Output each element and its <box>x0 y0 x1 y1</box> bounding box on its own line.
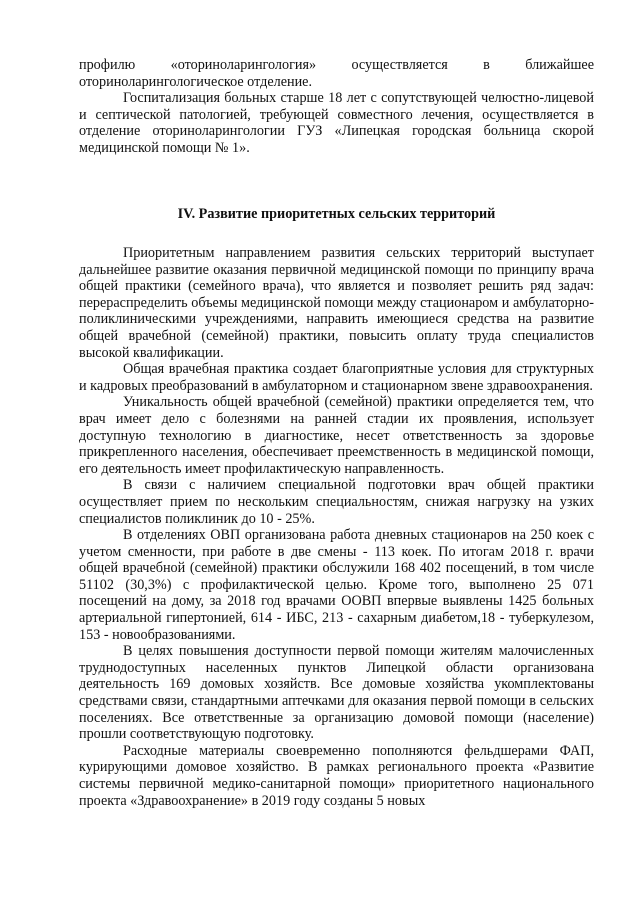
paragraph-statistics: В отделениях ОВП организована работа дневных стационаров на 250 коек с учетом сменности, при работе в две смены - 113 коек. По итогам 2018 г. врачи общей врачебной (семейной) практики обслужили 168 402 посещений, в том числе 51102 (30,3%) с профилактической целью. Кроме того, выполнено 25 071 посещений на дому, за 2018 год врачами ООВП впервые выявлены 1425 больных артериальной гипертонией, 614 - ИБС, 213 - сахарным диабетом,18 - туберкулезом, 153 - новообразованиями. <box>79 527 594 643</box>
paragraph-home-households: В целях повышения доступности первой помощи жителям малочисленных труднодоступных населенных пунктов Липецкой области организована деятельность 169 домовых хозяйств. Все домовые хозяйства укомплектованы средствами связи, стандартными аптечками для оказания первой помощи в сельских поселениях. Все ответственные за организацию домовой помощи (население) прошли соответствующую подготовку. <box>79 643 594 743</box>
paragraph-referral: профилю «оториноларингология» осуществляется в ближайшее оториноларингологическое отделение. <box>79 57 594 90</box>
paragraph-general-practice: Общая врачебная практика создает благоприятные условия для структурных и кадровых преобразований в амбулаторном и стационарном звене здравоохранения. <box>79 361 594 394</box>
paragraph-hospitalization: Госпитализация больных старше 18 лет с сопутствующей челюстно-лицевой и септической патологией, требующей совместного лечения, осуществляется в отделение оториноларингологии ГУЗ «Липецкая городская больница скорой медицинской помощи № 1». <box>79 90 594 156</box>
paragraph-specialists: В связи с наличием специальной подготовки врач общей практики осуществляет прием по нескольким специальностям, снижая нагрузку на узких специалистов поликлиник до 10 - 25%. <box>79 477 594 527</box>
paragraph-priority: Приоритетным направлением развития сельских территорий выступает дальнейшее развитие оказания первичной медицинской помощи по принципу врача общей практики (семейного врача), что является и позволяет решить ряд задач: перераспределить объемы медицинской помощи между стационаром и амбулаторно-поликлиническими учреждениями, направить имеющиеся средства на развитие общей врачебной (семейной) практики, повысить оплату труда специалистов высокой квалификации. <box>79 245 594 361</box>
paragraph-uniqueness: Уникальность общей врачебной (семейной) практики определяется тем, что врач имеет дело с болезнями на ранней стадии их проявления, использует доступную технологию в диагностике, несет ответственность за здоровье прикрепленного населения, обеспечивает преемственность в медицинской помощи, его деятельность имеет профилактическую направленность. <box>79 394 594 477</box>
intro-text-block <box>79 57 594 157</box>
section-body <box>79 245 594 809</box>
section-title: IV. Развитие приоритетных сельских территорий <box>177 206 496 222</box>
paragraph-supplies: Расходные материалы своевременно пополняются фельдшерами ФАП, курирующими домовое хозяйство. В рамках регионального проекта «Развитие системы первичной медико-санитарной помощи» приоритетного национального проекта «Здравоохранение» в 2019 году созданы 5 новых <box>79 742 594 809</box>
